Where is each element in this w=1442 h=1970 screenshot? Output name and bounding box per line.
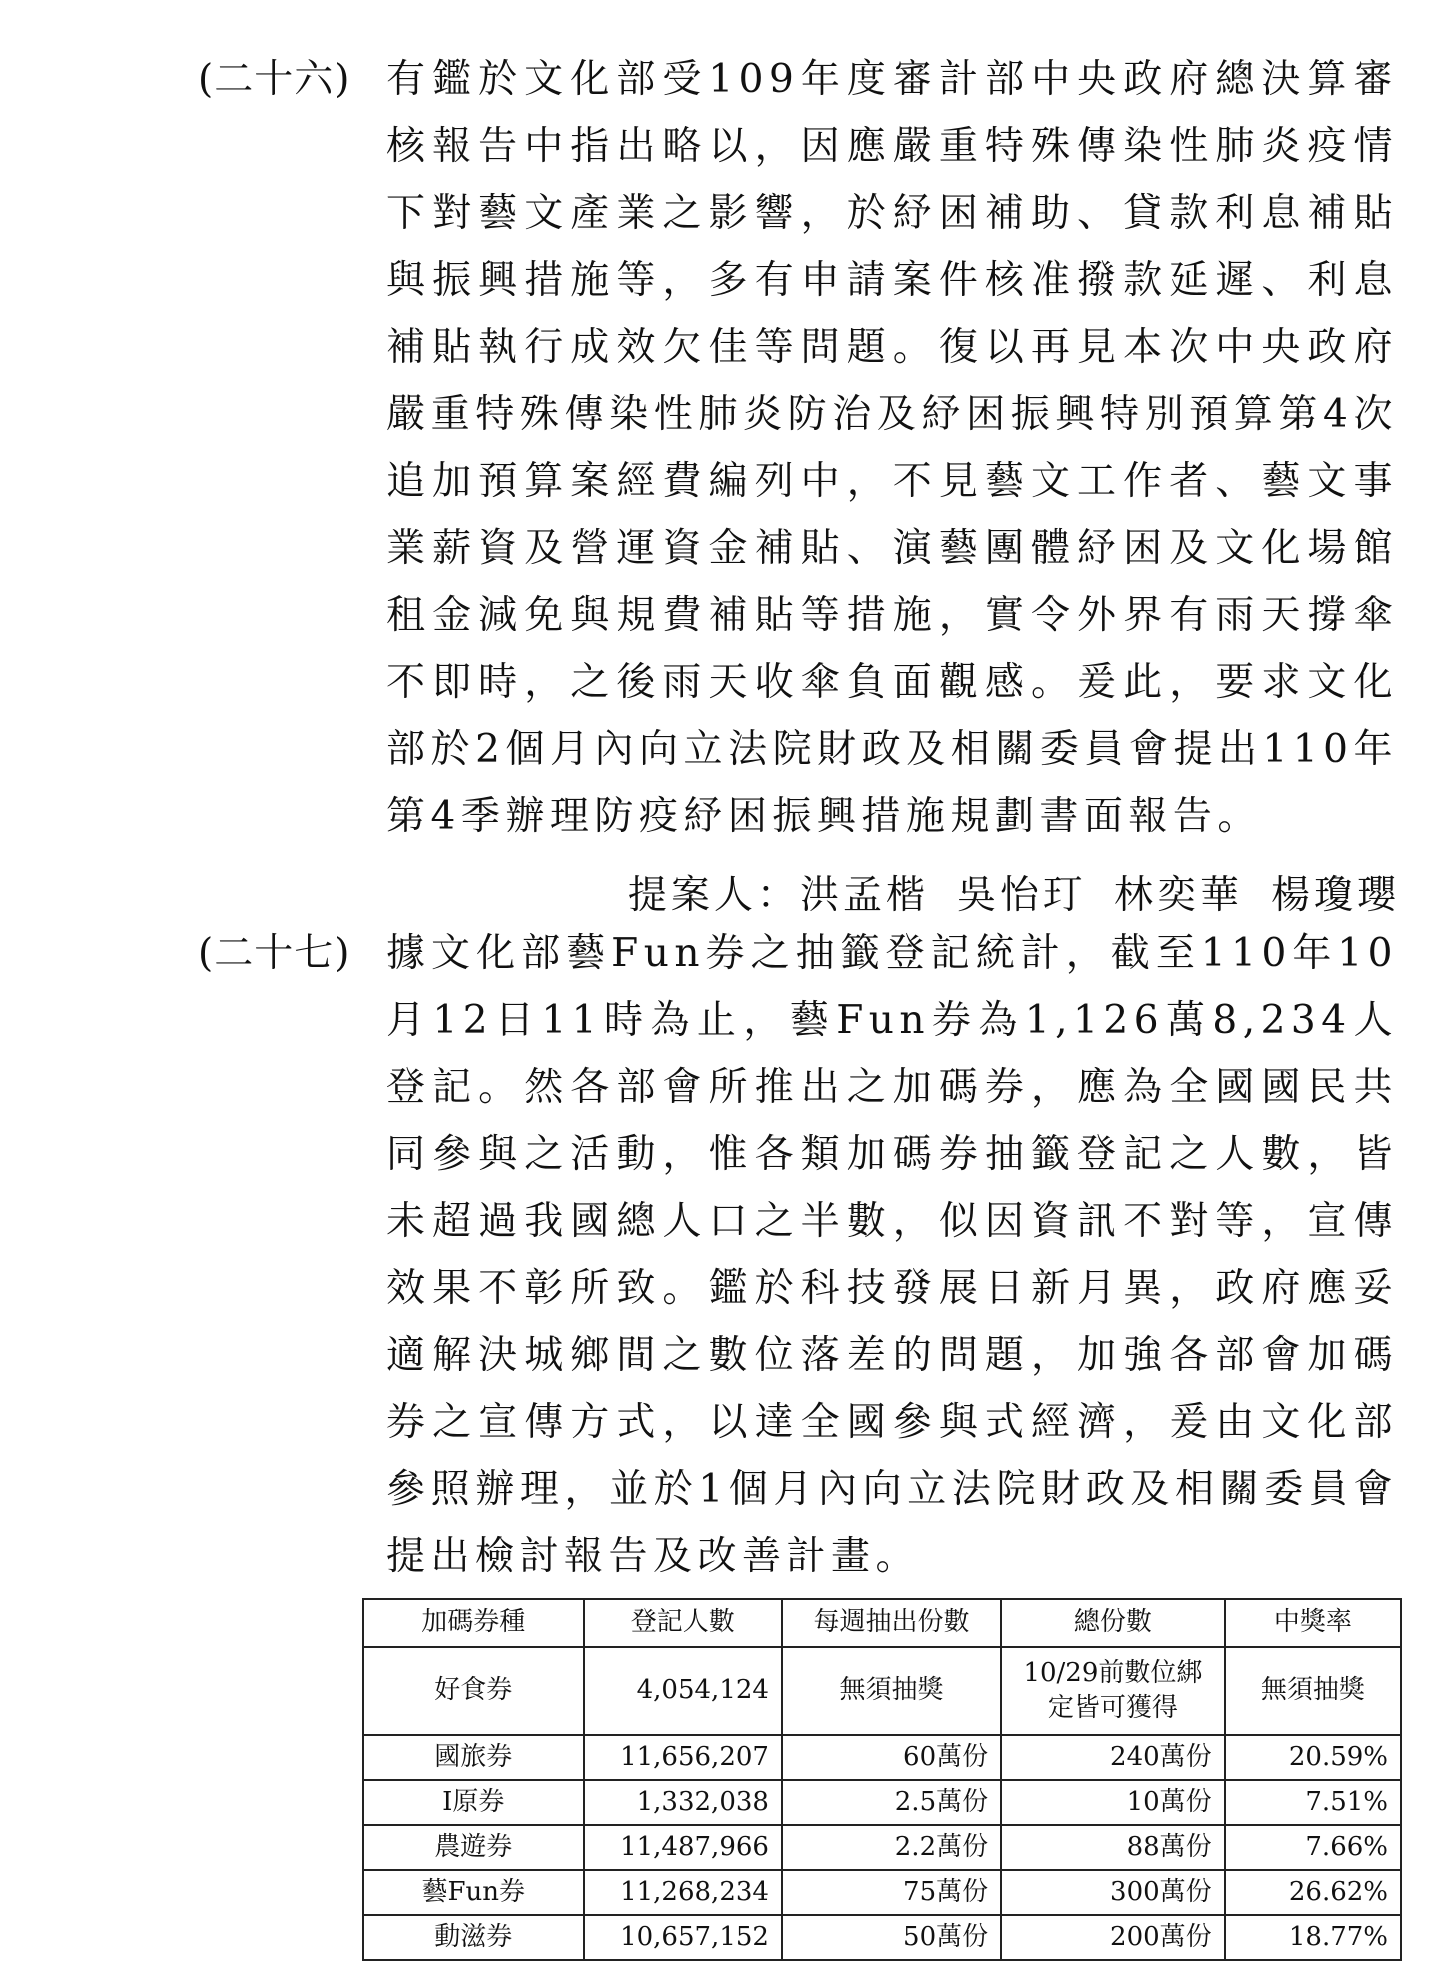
cell-total: 10萬份 [1001, 1780, 1225, 1825]
cell-coupon-type: I原券 [363, 1780, 584, 1825]
coupon-statistics-table [362, 1598, 1402, 1961]
item-text: 有鑑於文化部受109年度審計部中央政府總決算審核報告中指出略以，因應嚴重特殊傳染性肺炎疫情下對藝文產業之影響，於紓困補助、貸款利息補貼與振興措施等，多有申請案件核准撥款延遲、利息補貼執行成效欠佳等問題。復以再見本次中央政府嚴重特殊傳染性肺炎防治及紓困振興特別預算第4次追加預算案經費編列中，不見藝文工作者、藝文事業薪資及營運資金補貼、演藝團體紓困及文化場館租金減免與規費補貼等措施，實令外界有雨天撐傘不即時，之後雨天收傘負面觀感。爰此，要求文化部於2個月內向立法院財政及相關委員會提出110年第4季辦理防疫紓困振興措施規劃書面報告。 [386, 57, 1398, 839]
table-row [363, 1825, 1401, 1870]
proposer-line [628, 862, 1400, 929]
cell-coupon-type: 好食券 [363, 1647, 584, 1735]
column-header: 加碼券種 [363, 1599, 584, 1647]
cell-registered: 1,332,038 [584, 1780, 782, 1825]
motion-item-26 [198, 46, 1418, 850]
cell-total: 10/29前數位綁定皆可獲得 [1001, 1647, 1225, 1735]
item-text: 據文化部藝Fun券之抽籤登記統計，截至110年10月12日11時為止，藝Fun券為1,126萬8,234人登記。然各部會所推出之加碼券，應為全國國民共同參與之活動，惟各類加碼券抽籤登記之人數，皆未超過我國總人口之半數，似因資訊不對等，宣傳效果不彰所致。鑑於科技發展日新月異，政府應妥適解決城鄉間之數位落差的問題，加強各部會加碼券之宣傳方式，以達全國參與式經濟，爰由文化部參照辦理，並於1個月內向立法院財政及相關委員會提出檢討報告及改善計畫。 [386, 931, 1398, 1579]
cell-coupon-type: 藝Fun券 [363, 1870, 584, 1915]
cell-weekly: 75萬份 [782, 1870, 1001, 1915]
cell-rate: 20.59% [1225, 1735, 1401, 1780]
proposer-name: 吳怡玎 [956, 873, 1086, 918]
cell-rate: 7.66% [1225, 1825, 1401, 1870]
table-row [363, 1647, 1401, 1735]
proposer-name: 洪孟楷 [799, 873, 929, 918]
table-row [363, 1780, 1401, 1825]
column-header: 登記人數 [584, 1599, 782, 1647]
proposer-name: 楊瓊瓔 [1270, 873, 1400, 918]
cell-registered: 11,656,207 [584, 1735, 782, 1780]
cell-registered: 11,487,966 [584, 1825, 782, 1870]
cell-total: 200萬份 [1001, 1915, 1225, 1960]
item-number: (二十六) [198, 57, 351, 102]
column-header: 中獎率 [1225, 1599, 1401, 1647]
table-header-row [363, 1599, 1401, 1647]
table-row [363, 1870, 1401, 1915]
motion-item-27 [198, 920, 1418, 1590]
cell-rate: 無須抽獎 [1225, 1647, 1401, 1735]
table-row [363, 1915, 1401, 1960]
cell-registered: 10,657,152 [584, 1915, 782, 1960]
item-number: (二十七) [198, 931, 351, 976]
cell-rate: 26.62% [1225, 1870, 1401, 1915]
cell-total: 88萬份 [1001, 1825, 1225, 1870]
cell-weekly: 50萬份 [782, 1915, 1001, 1960]
column-header: 每週抽出份數 [782, 1599, 1001, 1647]
cell-rate: 18.77% [1225, 1915, 1401, 1960]
cell-coupon-type: 農遊券 [363, 1825, 584, 1870]
cell-coupon-type: 動滋券 [363, 1915, 584, 1960]
cell-weekly: 2.5萬份 [782, 1780, 1001, 1825]
column-header: 總份數 [1001, 1599, 1225, 1647]
cell-weekly: 60萬份 [782, 1735, 1001, 1780]
proposer-label: 提案人： [627, 873, 800, 918]
cell-registered: 11,268,234 [584, 1870, 782, 1915]
cell-total: 300萬份 [1001, 1870, 1225, 1915]
cell-total: 240萬份 [1001, 1735, 1225, 1780]
cell-rate: 7.51% [1225, 1780, 1401, 1825]
proposer-name: 林奕華 [1113, 873, 1243, 918]
table-row [363, 1735, 1401, 1780]
cell-registered: 4,054,124 [584, 1647, 782, 1735]
cell-weekly: 無須抽獎 [782, 1647, 1001, 1735]
cell-coupon-type: 國旅券 [363, 1735, 584, 1780]
cell-weekly: 2.2萬份 [782, 1825, 1001, 1870]
